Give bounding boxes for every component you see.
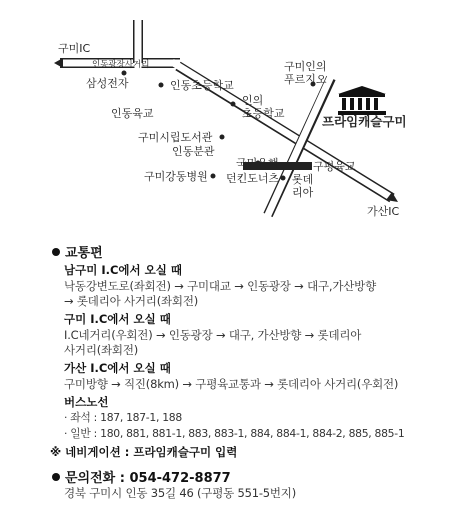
label-prugio: 구미인의 푸르지오 [284, 60, 327, 86]
label-lotteria: 롯데 리아 [292, 173, 314, 199]
route-line: → 롯데리아 사거리(좌회전) [64, 294, 199, 308]
route-heading: 남구미 I.C에서 오실 때 [64, 263, 182, 277]
transport-title-text: 교통편 [65, 246, 103, 261]
label-inui-elementary: 인의 초등학교 [242, 94, 285, 120]
navigation-note: ※ 네비게이션 : 프라임캐슬구미 입력 [50, 445, 238, 459]
label-gupyeong-bridge: 구평육교 [313, 160, 356, 173]
marker-lotteria [281, 176, 286, 181]
marker-library [220, 135, 225, 140]
route-heading: 구미 I.C에서 오실 때 [64, 312, 171, 326]
route-line: 낙동강변도로(좌회전) → 구미대교 → 인동광장 → 대구,가산방향 [64, 279, 376, 293]
arrow-left-icon [54, 58, 63, 68]
label-indong-crossroad: 인동광장사거리 [92, 60, 150, 70]
label-gumi-library: 구미시립도서관 [138, 131, 213, 144]
route-line: 구미방향 → 직진(8km) → 구평육교통과 → 롯데리아 사거리(우회전) [64, 377, 399, 391]
route-heading: 가산 I.C에서 오실 때 [64, 361, 171, 375]
bus-line: · 일반 : 180, 881, 881-1, 883, 883-1, 884, 884-1, 884-2, 885, 885-1 [64, 427, 405, 440]
bullet-icon [52, 248, 60, 256]
label-dunkin: 던킨도너츠 [226, 172, 280, 185]
marker-hospital [211, 174, 216, 179]
label-kookmin-bank: 국민은행 [236, 157, 279, 170]
label-gasan-ic: 가산IC [367, 205, 400, 218]
marker-indong-elementary [159, 83, 164, 88]
route-line: I.C네거리(우회전) → 인동광장 → 대구, 가산방향 → 롯데리아 [64, 328, 362, 342]
label-gumi-ic: 구미IC [58, 42, 91, 55]
label-samsung: 삼성전자 [86, 77, 129, 90]
phone-text: 문의전화 : 054-472-8877 [65, 471, 231, 486]
building-icon [338, 86, 386, 115]
bus-heading: 버스노선 [64, 395, 109, 409]
label-indong-bridge: 인동육교 [111, 107, 154, 120]
marker-samsung [122, 71, 127, 76]
phone-title [52, 467, 231, 486]
marker-inui-elementary [231, 102, 236, 107]
label-school-name: 프라임캐슬구미 [322, 114, 407, 129]
bus-line: · 좌석 : 187, 187-1, 188 [64, 411, 182, 424]
transport-title [52, 242, 103, 261]
location-map [0, 0, 456, 240]
bullet-icon [52, 473, 60, 481]
label-indong-elementary: 인동초등학교 [170, 79, 234, 92]
label-indong-branch: 인동분관 [172, 145, 215, 158]
label-hospital: 구미강동병원 [144, 170, 208, 183]
route-line: 사거리(좌회전) [64, 343, 139, 357]
address-text: 경북 구미시 인동 35길 46 (구평동 551-5번지) [64, 486, 297, 500]
